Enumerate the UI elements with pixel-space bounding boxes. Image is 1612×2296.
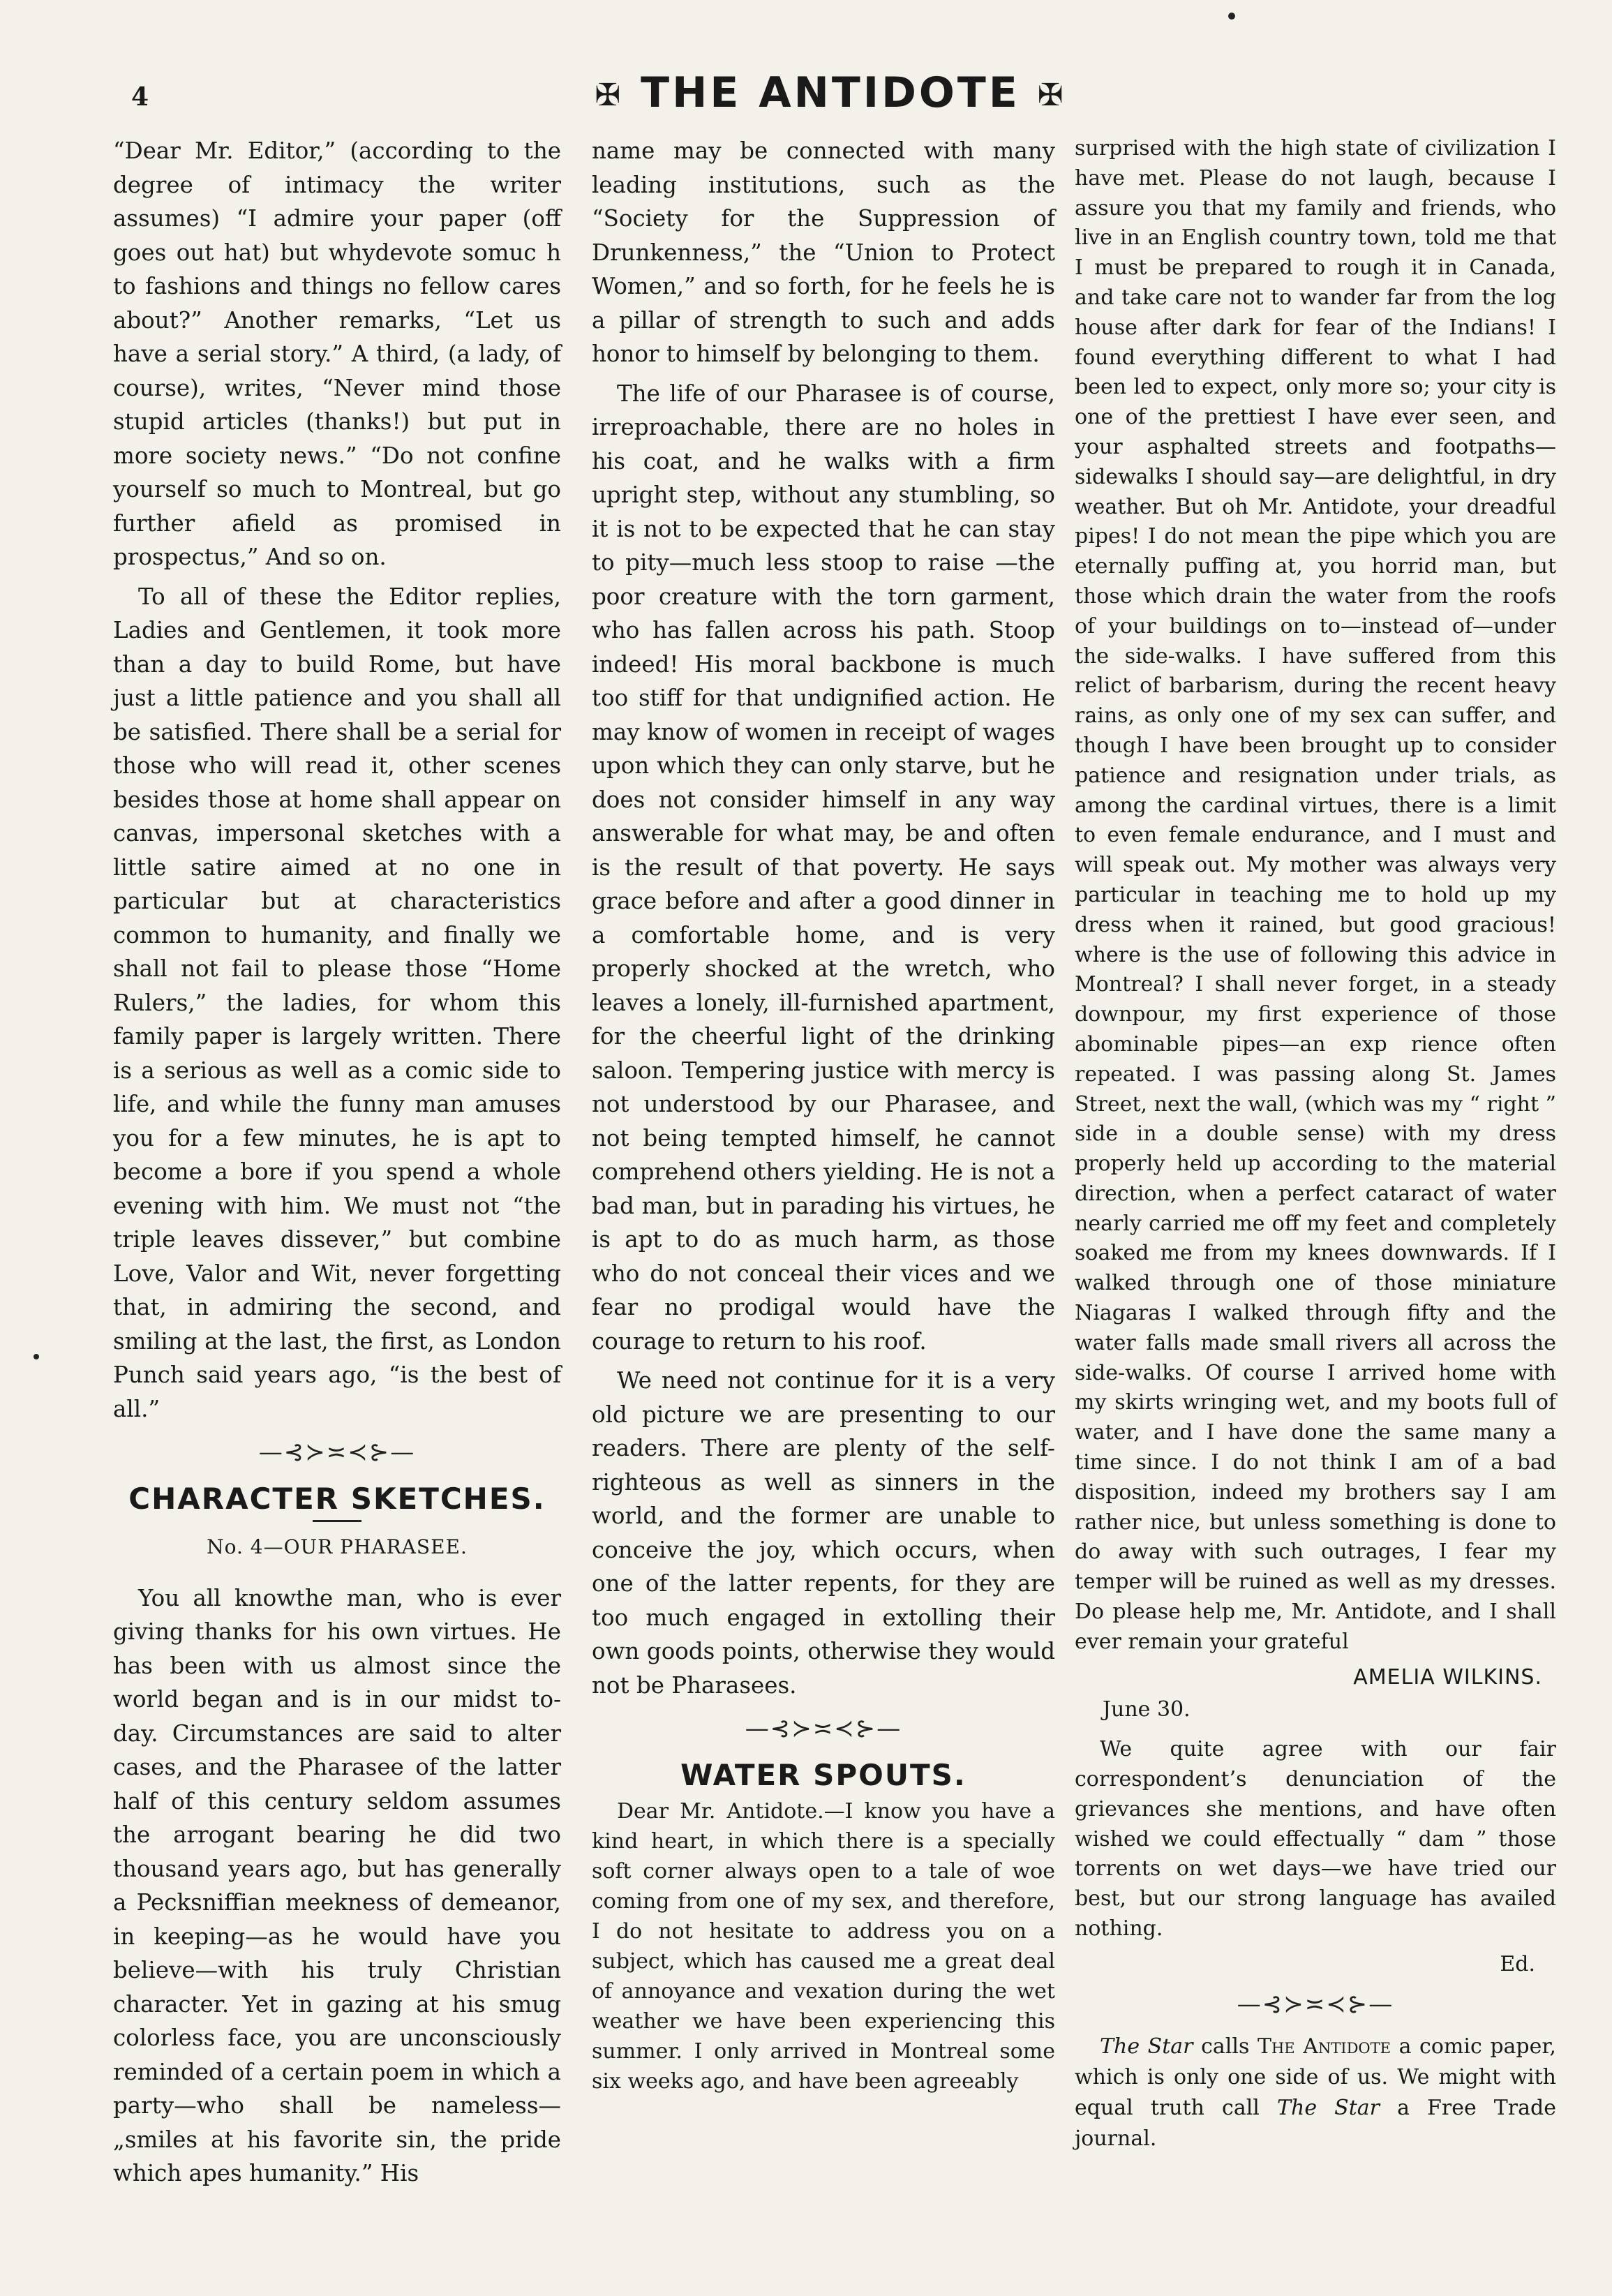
note-text-1: calls [1193,2034,1257,2059]
editor-reply-paragraph: To all of these the Editor replies, Ladies and Gentlemen, it took more than a day to build Rome, but have just a little patience and you shall all be satisfied. There shall be a serial for those who will read it, other scenes besides those at home shall appear on canvas, impersonal sketches with a little satire aimed at no one in particular but at characteristics common to humanity, and finally we shall not fail to please those “Home Rulers,” the ladies, for whom this family paper is largely written. There is a serious as well as a comic side to life, and while the funny man amuses you for a few minutes, he is apt to become a bore if you spend a whole evening with him. We must not “the triple leaves dissever,” but combine Love, Valor and Wit, never forgetting that, in admiring the second, and smiling at the last, the first, as London Punch said years ago, “is the best of all.” [113,583,561,1422]
character-sketches-heading: CHARACTER SKETCHES. [128,1481,546,1516]
page-number: 4 [131,82,149,112]
editor-letters-paragraph: “Dear Mr. Editor,” (according to the degree of intimacy the writer assumes) “I admire your paper (off goes out hat) but whydevote somuc h to fashions and things no fellow cares about?” Another remarks, “Let us have a serial story.” A third, (a lady, of course), writes, “Never mind those stupid articles (thanks!) but put in more society news.” “Do not confine yourself so much to Montreal, but go further afield as promised in prospectus,” And so on. [113,137,561,570]
antidote-name: The Antidote [1257,2034,1391,2059]
masthead-title: THE ANTIDOTE [641,68,1020,117]
pharasee-paragraph-3: The life of our Pharasee is of course, irreproachable, there are no holes in his coat, and he walks with a firm upright step, without any stumbling, so it is not to be expected that he can stay to pity—much less stoop to raise —the poor creature with the torn garment, who has fallen across his path. Stoop indeed! His moral backbone is much too stiff for that undignified action. He may know of women in receipt of wages upon which they can only starve, but he does not consider himself in any way answerable for what may, be and often is the result of that poverty. He says grace before and after a good dinner in a comfortable home, and is very properly shocked at the wretch, who leaves a lonely, ill-furnished apartment, for the cheerful light of the drinking saloon. Tempering justice with mercy is not understood by our Pharasee, and not being tempted himself, he cannot comprehend others yielding. He is not a bad man, but in parading his virtues, he is apt to do as much harm, as those who do not conceal their vices and we fear no prodigal would have the courage to return to his roof. [592,380,1055,1355]
print-speck [1228,13,1235,20]
note-text-3: a Free Trade journal. [1075,2096,1556,2152]
column-1 [113,134,561,2196]
note-text-2: a comic paper, which is only one side of us. We might with equal truth call [1075,2034,1556,2121]
star-title-2: The Star [1276,2096,1380,2121]
star-note [1075,2032,1556,2154]
masthead [572,68,1089,117]
masthead-ornament-left: ✠ [595,77,624,113]
pharasee-paragraph-4: We need not continue for it is a very old picture we are presenting to our readers. There are plenty of the self-righteous as well as sinners in the world, and the former are unable to conceive the joy, which occurs, when one of the latter repents, for they are too much engaged in extolling their own goods points, otherwise they would not be Pharasees. [592,1367,1055,1699]
water-spouts-heading: WATER SPOUTS. [680,1757,967,1792]
column-3 [1075,134,1556,2160]
letter-date: June 30. [1103,1697,1191,1722]
character-sketches-subheading: No. 4—OUR PHARASEE. [207,1535,468,1558]
masthead-ornament-right: ✠ [1037,77,1066,113]
print-speck [33,1354,39,1359]
editor-response: We quite agree with our fair correspondent’s denunciation of the grievances she mentions, and have often wished we could effectually “ dam ” those torrents on wet days—we have tried our best, but our strong language has availed nothing. [1075,1737,1556,1941]
pharasee-paragraph-2: name may be connected with many leading institutions, such as the “Society for the Suppression of Drunkenness,” the “Union to Protect Women,” and so forth, for he feels he is a pillar of strength to such and adds honor to himself by belonging to them. [592,137,1055,367]
water-spouts-letter-start: Dear Mr. Antidote.—I know you have a kind heart, in which there is a specially soft corner always open to a tale of woe coming from one of my sex, and therefore, I do not hesitate to address you on a subject, which has caused me a great deal of annoyance and vexation during the wet weather we have been experiencing this summer. I only arrived in Montreal some six weeks ago, and have been agreeably [592,1799,1055,2094]
section-divider: —⊰≻≍≺⊱— [745,1715,902,1743]
water-spouts-letter-continued: surprised with the high state of civilization I have met. Please do not laugh, because I assure you that my family and friends, who live in an English country town, told me that I must be prepared to rough it in Canada, and take care not to wander far from the log house after dark for fear of the Indians! I found everything different to what I had been led to expect, only more so; your city is one of the prettiest I have ever seen, and your asphalted streets and footpaths—sidewalks I should say—are delightful, in dry weather. But oh Mr. Antidote, your dreadful pipes! I do not mean the pipe which you are eternally puffing at, you horrid man, but those which drain the water from the roofs of your buildings on to—instead of—under the side-walks. I have suffered from this relict of barbarism, during the recent heavy rains, as only one of my sex can suffer, and though I have been brought up to consider patience and resignation under trials, as among the cardinal virtues, there is a limit to even female endurance, and I must and will speak out. My mother was always very particular in teaching me to hold up my dress when it rained, but good gracious! where is the use of following this advice in Montreal? I shall never forget, in a steady downpour, my first experience of those abominable pipes—an exp rience often repeated. I was passing along St. James Street, next the wall, (which was my “ right ” side in a double sense) with my dress properly held up according to the material direction, when a perfect cataract of water nearly carried me off my feet and completely soaked me from my knees downwards. If I walked through one of those miniature Niagaras I walked through fifty and the water falls made small rivers all across the side-walks. Of course I arrived home with my skirts wringing wet, and my boots full of water, and I have done the same many a time since. I do not think I am of a bad disposition, indeed my brothers say I am rather nice, but unless something is done to do away with such outrages, I fear my temper will be ruined as well as my dresses. Do please help me, Mr. Antidote, and I shall ever remain your grateful [1075,136,1556,1654]
pharasee-paragraph-1: You all knowthe man, who is ever giving thanks for his own virtues. He has been with us almost since the world began and is in our midst to-day. Circumstances are said to alter cases, and the Pharasee of the latter half of this century seldom assumes the arrogant bearing he did two thousand years ago, but has generally a Pecksniffian meekness of demeanor, in keeping—as he would have you believe—with his truly Christian character. Yet in gazing at his smug colorless face, you are unconsciously reminded of a certain poem in which a party—who shall be nameless—„smiles at his favorite sin, the pride which apes humanity.” His [113,1584,561,2186]
letter-signature: AMELIA WILKINS. [1353,1664,1542,1690]
heading-rule [313,1520,361,1522]
section-divider: —⊰≻≍≺⊱— [258,1438,416,1466]
star-title: The Star [1100,2034,1193,2059]
editor-sign: Ed. [1500,1951,1535,1976]
column-2 [592,134,1055,2102]
section-divider: —⊰≻≍≺⊱— [1237,1990,1394,2018]
